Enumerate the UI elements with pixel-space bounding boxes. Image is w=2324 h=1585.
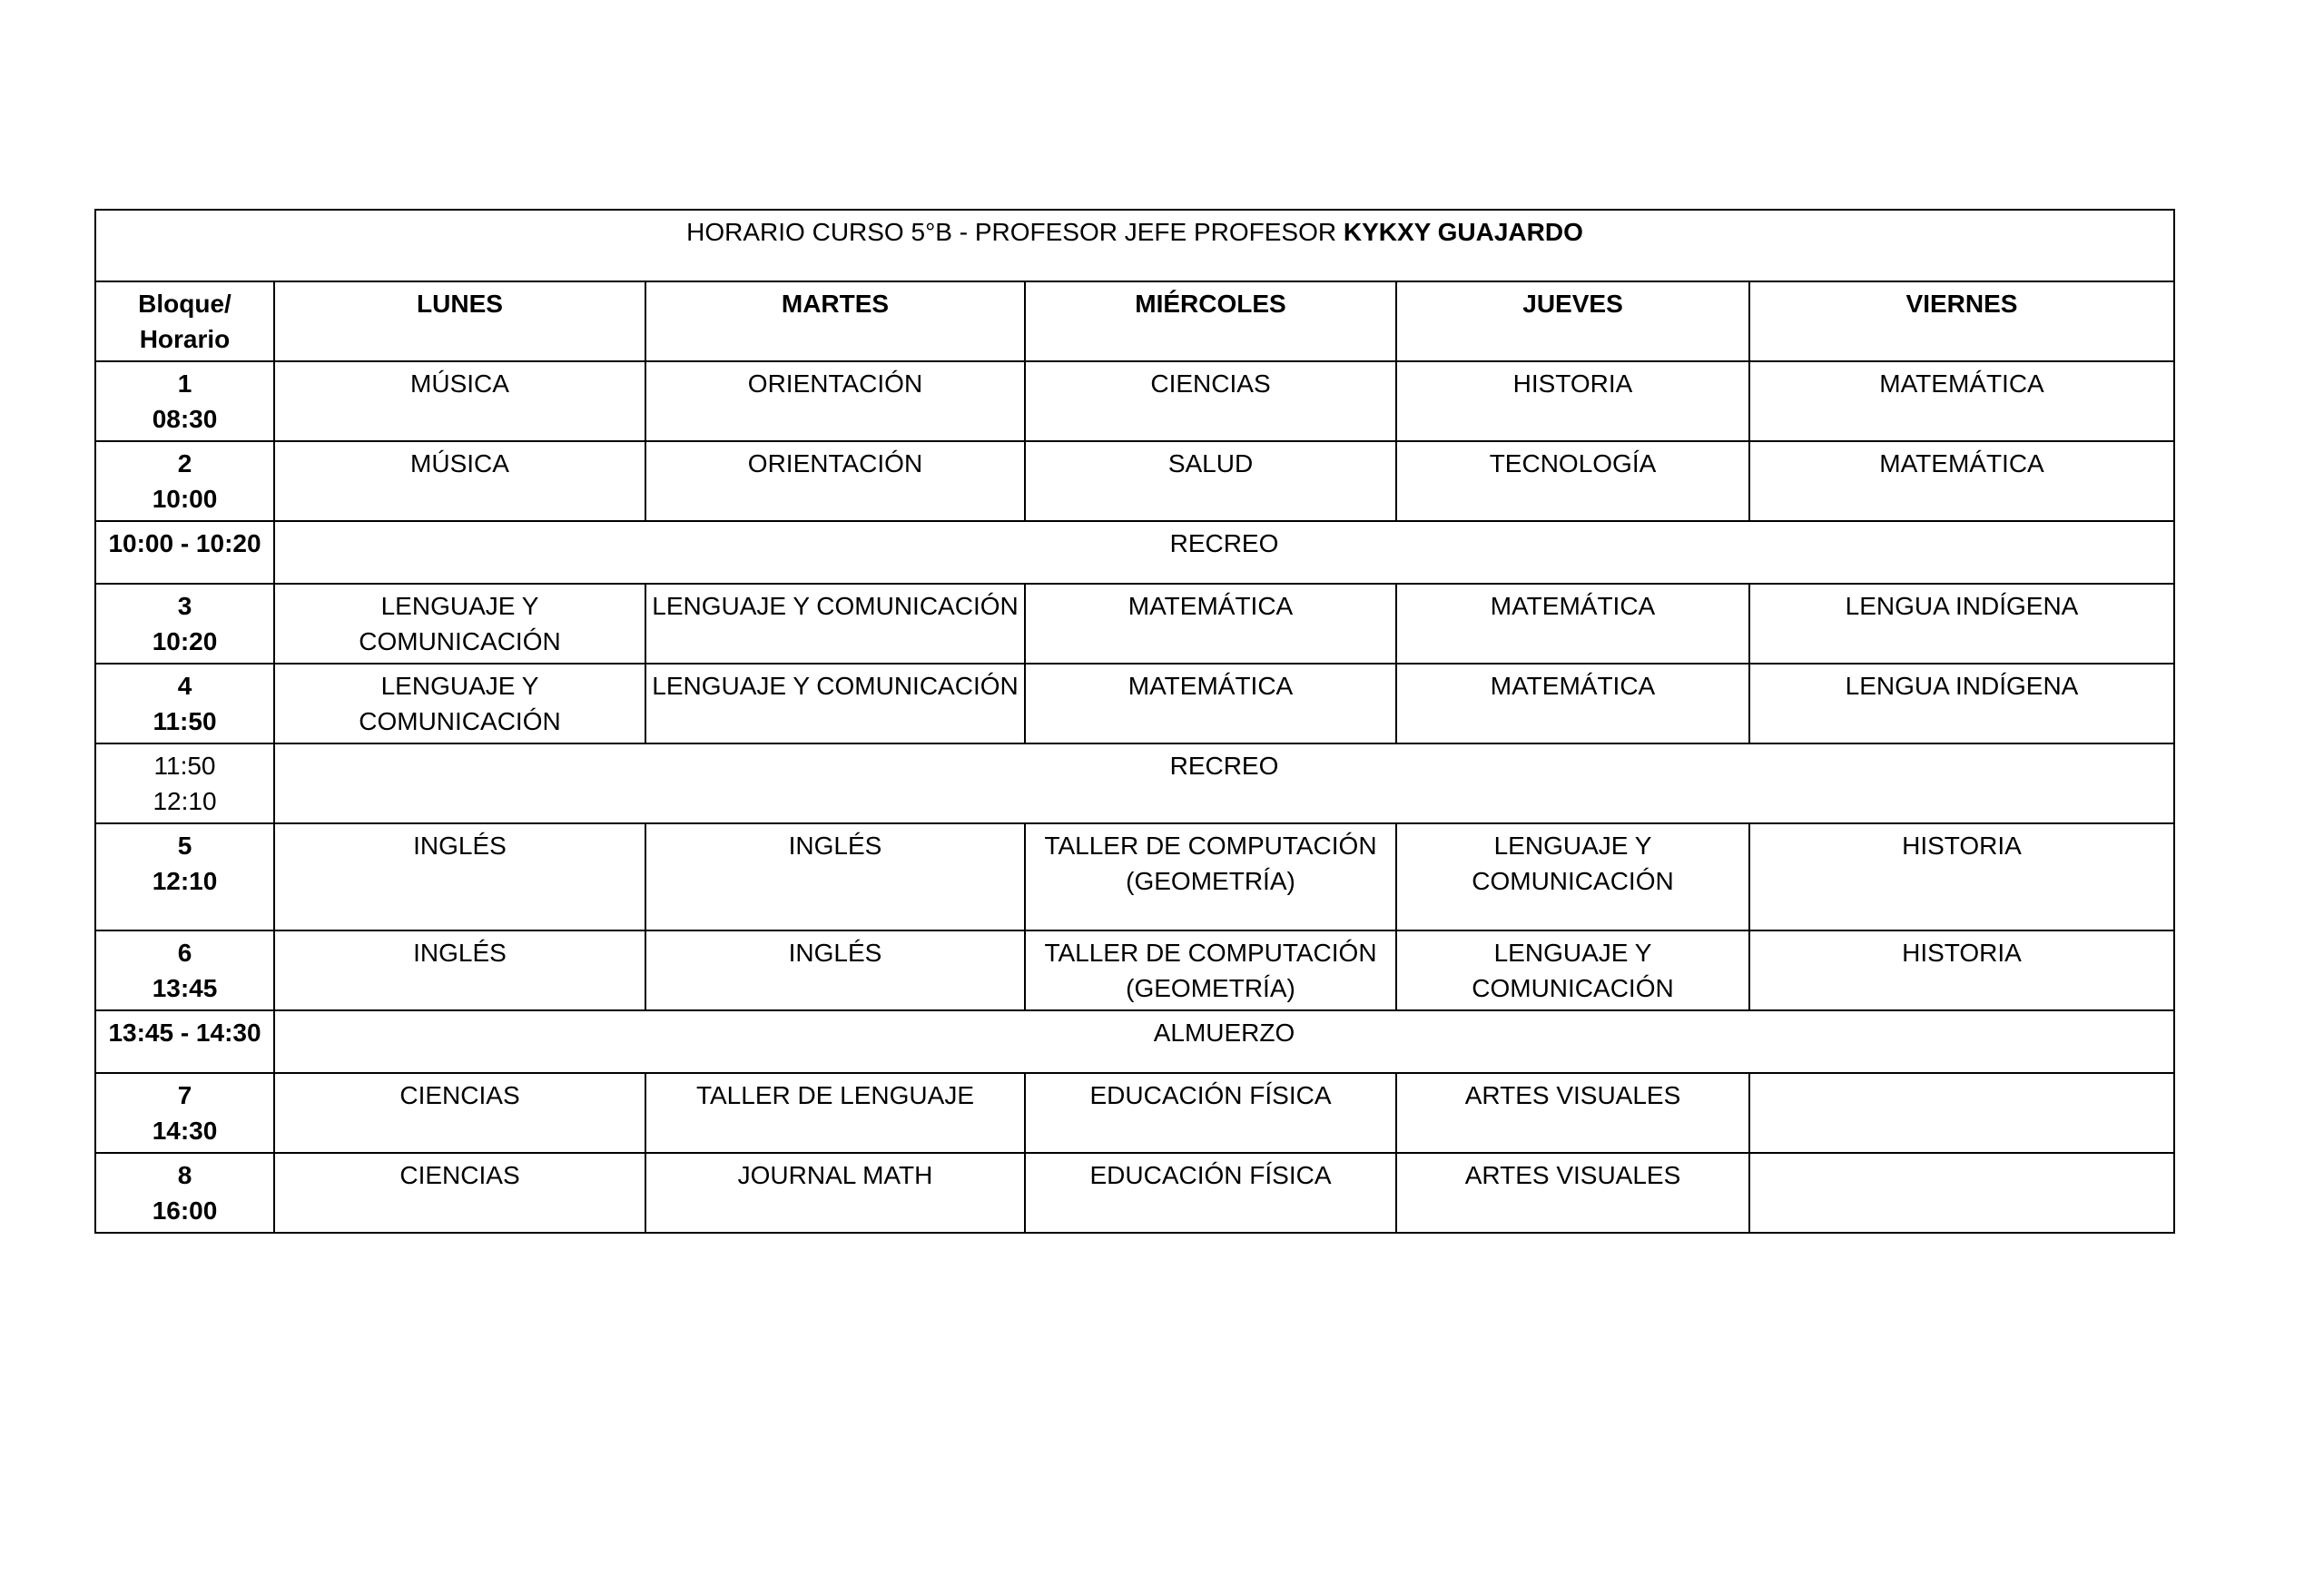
class-cell: [1749, 1153, 2174, 1233]
class-cell: ARTES VISUALES: [1396, 1153, 1749, 1233]
class-cell: INGLÉS: [645, 930, 1025, 1010]
class-cell: LENGUAJE Y COMUNICACIÓN: [274, 584, 645, 664]
class-cell: TALLER DE LENGUAJE: [645, 1073, 1025, 1153]
day-header-lunes: LUNES: [274, 281, 645, 361]
class-cell: TECNOLOGÍA: [1396, 441, 1749, 521]
class-cell: ORIENTACIÓN: [645, 361, 1025, 441]
day-header-viernes: VIERNES: [1749, 281, 2174, 361]
class-cell: ORIENTACIÓN: [645, 441, 1025, 521]
header-row: [95, 281, 2174, 361]
block-row: [95, 361, 2174, 441]
schedule-table: [94, 209, 2175, 1234]
block-row: [95, 930, 2174, 1010]
block-label: 8 16:00: [95, 1153, 274, 1233]
class-cell: JOURNAL MATH: [645, 1153, 1025, 1233]
class-cell: MÚSICA: [274, 441, 645, 521]
schedule-title: [95, 210, 2174, 281]
class-cell: TALLER DE COMPUTACIÓN (GEOMETRÍA): [1025, 930, 1396, 1010]
day-header-jueves: JUEVES: [1396, 281, 1749, 361]
break-row: [95, 1010, 2174, 1073]
class-cell: LENGUAJE Y COMUNICACIÓN: [645, 664, 1025, 743]
class-cell: MATEMÁTICA: [1025, 664, 1396, 743]
block-row: [95, 1153, 2174, 1233]
block-label: 7 14:30: [95, 1073, 274, 1153]
class-cell: MÚSICA: [274, 361, 645, 441]
class-cell: MATEMÁTICA: [1025, 584, 1396, 664]
block-row: [95, 584, 2174, 664]
break-time: 10:00 - 10:20: [95, 521, 274, 584]
block-header: Bloque/ Horario: [95, 281, 274, 361]
class-cell: HISTORIA: [1749, 930, 2174, 1010]
break-label: RECREO: [274, 521, 2174, 584]
class-cell: HISTORIA: [1749, 823, 2174, 930]
class-cell: CIENCIAS: [274, 1153, 645, 1233]
class-cell: CIENCIAS: [274, 1073, 645, 1153]
class-cell: MATEMÁTICA: [1749, 361, 2174, 441]
block-label: 4 11:50: [95, 664, 274, 743]
block-label: 3 10:20: [95, 584, 274, 664]
class-cell: CIENCIAS: [1025, 361, 1396, 441]
class-cell: LENGUAJE Y COMUNICACIÓN: [645, 584, 1025, 664]
class-cell: LENGUA INDÍGENA: [1749, 664, 2174, 743]
class-cell: LENGUAJE Y COMUNICACIÓN: [274, 664, 645, 743]
block-label: 5 12:10: [95, 823, 274, 930]
class-cell: LENGUAJE Y COMUNICACIÓN: [1396, 930, 1749, 1010]
break-time: 13:45 - 14:30: [95, 1010, 274, 1073]
break-label: RECREO: [274, 743, 2174, 823]
block-row: [95, 441, 2174, 521]
day-header-martes: MARTES: [645, 281, 1025, 361]
class-cell: EDUCACIÓN FÍSICA: [1025, 1153, 1396, 1233]
class-cell: EDUCACIÓN FÍSICA: [1025, 1073, 1396, 1153]
class-cell: MATEMÁTICA: [1396, 664, 1749, 743]
class-cell: LENGUA INDÍGENA: [1749, 584, 2174, 664]
break-row: [95, 521, 2174, 584]
break-time: 11:50 12:10: [95, 743, 274, 823]
break-label: ALMUERZO: [274, 1010, 2174, 1073]
break-row: [95, 743, 2174, 823]
block-row: [95, 664, 2174, 743]
class-cell: INGLÉS: [274, 930, 645, 1010]
block-label: 6 13:45: [95, 930, 274, 1010]
class-cell: HISTORIA: [1396, 361, 1749, 441]
class-cell: TALLER DE COMPUTACIÓN (GEOMETRÍA): [1025, 823, 1396, 930]
block-label: 1 08:30: [95, 361, 274, 441]
class-cell: SALUD: [1025, 441, 1396, 521]
class-cell: INGLÉS: [274, 823, 645, 930]
title-prefix: HORARIO CURSO 5°B - PROFESOR JEFE PROFESOR: [686, 218, 1344, 246]
teacher-name: KYKXY GUAJARDO: [1343, 218, 1583, 246]
title-row: [95, 210, 2174, 281]
class-cell: ARTES VISUALES: [1396, 1073, 1749, 1153]
block-row: [95, 823, 2174, 930]
block-row: [95, 1073, 2174, 1153]
class-cell: LENGUAJE Y COMUNICACIÓN: [1396, 823, 1749, 930]
block-label: 2 10:00: [95, 441, 274, 521]
class-cell: [1749, 1073, 2174, 1153]
day-header-miercoles: MIÉRCOLES: [1025, 281, 1396, 361]
class-cell: MATEMÁTICA: [1396, 584, 1749, 664]
class-cell: MATEMÁTICA: [1749, 441, 2174, 521]
class-cell: INGLÉS: [645, 823, 1025, 930]
